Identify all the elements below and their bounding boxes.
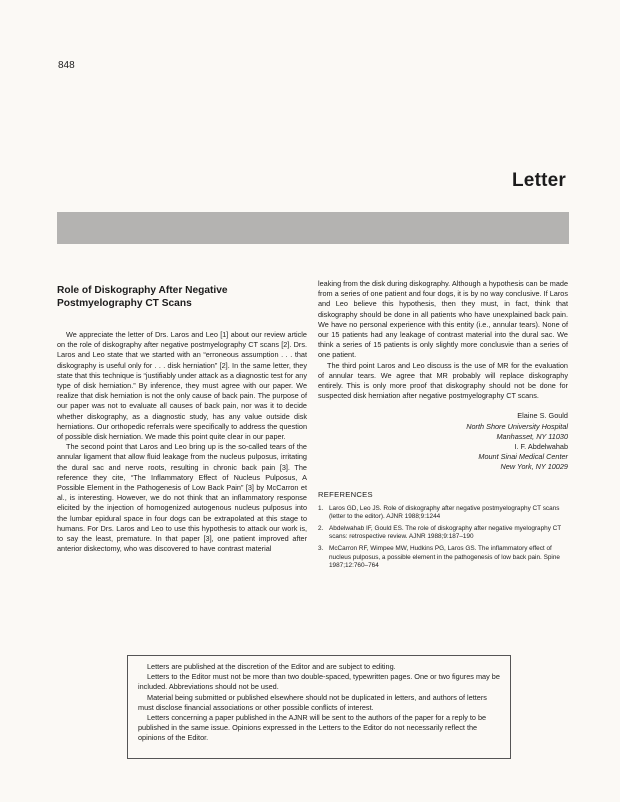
author-name: Elaine S. Gould xyxy=(517,411,568,421)
reference-number: 3. xyxy=(318,545,324,553)
left-column xyxy=(57,284,307,554)
author-name: I. F. Abdelwahab xyxy=(514,442,568,452)
reference-number: 2. xyxy=(318,524,324,532)
author-affiliation: New York, NY 10029 xyxy=(500,462,568,472)
signature-block xyxy=(318,411,568,472)
article-title-line-1: Role of Diskography After Negative xyxy=(57,285,228,296)
body-paragraph: The third point Laros and Leo discuss is the use of MR for the evaluation of annular tears. We agree that MR probably will replace diskography entirely. This is only more proof that diskography should not be done for suspected disk herniation after negative postmyelography CT scans. xyxy=(318,360,568,401)
notice-paragraph: Letters to the Editor must not be more than two double-spaced, typewritten pages. One or two figures may be included. Abbreviations should not be used. xyxy=(138,672,500,692)
author-affiliation: Mount Sinai Medical Center xyxy=(478,452,568,462)
author-affiliation: Manhasset, NY 11030 xyxy=(496,431,568,441)
section-title: Letter xyxy=(512,170,566,191)
reference-item xyxy=(318,525,568,542)
notice-paragraph: Material being submitted or published elsewhere should not be duplicated in letters, and authors of letters must disclose financial associations or other possible conflicts of interest. xyxy=(138,692,487,712)
header-band xyxy=(57,212,569,244)
page-number: 848 xyxy=(58,60,75,71)
right-column xyxy=(318,279,568,574)
reference-text: McCarron RF, Wimpee MW, Hudkins PG, Laros GS. The inflammatory effect of nucleus pulposus, a possible element in the pathogenesis of low back pain. Spine 1987;12:760–764 xyxy=(329,545,560,570)
reference-list xyxy=(318,505,568,571)
notice-paragraph: Letters concerning a paper published in the AJNR will be sent to the authors of the paper for a reply to be published in the same issue. Opinions expressed in the Letters to the Editor do not necessarily reflect the opinions of the Editor. xyxy=(138,713,487,743)
body-paragraph: We appreciate the letter of Drs. Laros and Leo [1] about our review article on the role of diskography after negative postmyelography CT scans [2]. Drs. Laros and Leo state that we started with an “erroneous assumption . . . that diskography is useful only for . . . disk herniation” [2]. In the same letter, they state that this technique is “justifiably under attack as a diagnostic test for any type of disk herniation.” By inference, they must agree with our paper. We realize that disk herniation is not the only cause of back pain. The purpose of our paper was not to evaluate all causes of back pain, nor was it to decide whether diskography, as a diagnostic study, has any value outside disk herniations. Our orthopedic referrals were specifically to address the question of possible disk herniation. We made this point quite clear in our paper. xyxy=(57,330,307,442)
body-paragraph: leaking from the disk during diskography. Although a hypothesis can be made from a series of one patient and four dogs, it is by no way conclusive. If Laros and Leo believe this hypothesis, then they must, in fact, think that diskography should be done in all patients who have unexplained back pain. We have no personal experience with this entity (i.e., annular tears). None of our 15 patients had any leakage of contrast material into the dural sac. We think a series of 15 patients is only slightly more conclusvie than a series of one patient. xyxy=(318,279,568,360)
reference-text: Abdelwahab IF, Gould ES. The role of diskography after negative myelography CT scans: retrospective review. AJNR 1988;9:187–190 xyxy=(329,524,562,541)
body-paragraph: The second point that Laros and Leo bring up is the so-called tears of the annular ligament that allow fluid leakage from the nucleus pulposus, irritating the dural sac and nerve roots, resulting in chronic back pain [3]. The reference they cite, “The Inflammatory Effect of Nucleus Pulposus, A Possible Element in the Pathogenesis of Low Back Pain” [3] by McCarron et al., is interesting. However, we do not think that an inflammatory response elicited by the injection of homogenized autogenous nucleus pulposus into the lumbar epidural space in four dogs can be extrapolated at this stage to humans. For Drs. Laros and Leo to use this hypothesis to attack our work is, to say the least, premature. In that paper [3], one patient improved after anterior diskectomy, who was discovered to have contrast material xyxy=(57,442,307,554)
editorial-notice-box xyxy=(127,655,511,759)
article-title-line-2: Postmyelography CT Scans xyxy=(57,298,192,309)
reference-item xyxy=(318,505,568,522)
article-title xyxy=(57,284,307,310)
reference-text: Laros GD, Leo JS. Role of diskography after negative postmyelography CT scans (letter to the editor). AJNR 1988;9:1244 xyxy=(329,504,560,521)
author-affiliation: North Shore University Hospital xyxy=(466,421,568,431)
reference-item xyxy=(318,545,568,571)
reference-number: 1. xyxy=(318,504,324,512)
notice-paragraph: Letters are published at the discretion of the Editor and are subject to editing. xyxy=(147,662,396,671)
references-heading: REFERENCES xyxy=(318,489,373,499)
